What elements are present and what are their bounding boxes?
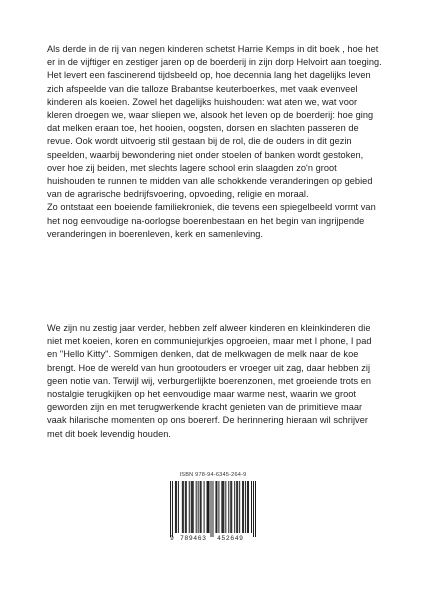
barcode-bar	[196, 481, 197, 533]
synopsis-paragraph: Als derde in de rij van negen kinderen schetst Harrie Kemps in dit boek , hoe het er in de vijftiger en zestiger jaren op de boerderij in zijn dorp Helvoirt aan toeging. Het levert een fascinerend tijdsbeeld op, hoe decennia lang het dagelijks leven zich afspeelde van die talloze Brabantse keuterboerkes, met vaak evenveel kinderen als koeien. Zowel het dagelijks huishouden: wat aten we, wat voor kleren droegen we, waar sliepen we, alsook het leven op de boerderij: hoe ging dat melken eraan toe, het hooien, oogsten, dorsen en slachten passeren de revue. Ook wordt uitvoerig stil gestaan bij de rol, die de ouders in dit gezin speelden, waarbij bewondering niet onder stoelen of banken wordt gestoken, over hoe zij beiden, met slechts lagere school erin slaagden zo'n groot huishouden te runnen te midden van alle schokkende veranderingen op gebied van de agrarische bedrijfsvoering, opvoeding, religie en moraal.	[47, 44, 382, 200]
isbn-barcode	[170, 472, 256, 548]
barcode-bar	[198, 481, 199, 533]
barcode-right-digits: 452649	[217, 535, 244, 542]
barcode-bar	[239, 481, 240, 533]
barcode-left-digits: 789463	[180, 535, 207, 542]
synopsis-paragraph-conclusion: Zo ontstaat een boeiende familiekroniek, die tevens een spiegelbeeld vormt van het nog eenvoudige na-oorlogse boerenbestaan en het begin van ingrijpende veranderingen in boerenleven, kerk en samenleving.	[47, 202, 376, 239]
reflection-block	[47, 322, 383, 441]
barcode-bar	[218, 481, 219, 533]
barcode-bar	[176, 481, 177, 533]
isbn-label: ISBN 978-94-6345-264-9	[179, 472, 247, 478]
barcode-bar	[253, 481, 254, 537]
barcode-bar	[213, 481, 214, 537]
barcode-bar	[208, 481, 209, 533]
barcode-bar	[201, 481, 202, 533]
barcode-bar	[237, 481, 238, 533]
barcode-bar	[230, 481, 231, 533]
barcode-bar	[186, 481, 187, 533]
barcode-bars	[170, 481, 256, 537]
reflection-paragraph: We zijn nu zestig jaar verder, hebben zelf alweer kinderen en kleinkinderen die niet met koeien, koren en communiejurkjes opgroeien, maar met I phone, I pad en "Hello Kitty". Sommigen denken, dat de melkwagen de melk naar de koe brengt. Hoe de wereld van hun grootouders er vroeger uit zag, daar hebben zij geen notie van. Terwijl wij, verburgerlijkte boerenzonen, met groeiende trots en nostalgie terugkijken op het eenvoudige maar warme nest, waarin we groot geworden zijn en met terugwerkende kracht genieten van de primitieve maar vaak hilarische momenten op ons boererf. De herinnering hieraan wil schrijver met dit boek levendig houden.	[47, 323, 372, 439]
barcode-bar	[231, 481, 232, 533]
barcode-bar	[193, 481, 194, 533]
barcode-bar	[178, 481, 179, 533]
barcode-bar	[247, 481, 248, 533]
barcode-bar	[211, 481, 212, 537]
barcode-bar	[216, 481, 217, 533]
barcode-bar	[215, 481, 216, 533]
barcode-bar	[248, 481, 249, 533]
barcode-bar	[228, 481, 229, 533]
barcode-bar	[223, 481, 224, 533]
barcode-bar	[170, 481, 171, 537]
barcode-bar	[242, 481, 243, 533]
barcode-bar	[255, 481, 256, 537]
barcode-bar	[182, 481, 183, 533]
barcode-bar	[207, 481, 208, 533]
barcode-bar	[200, 481, 201, 533]
synopsis-block	[47, 43, 383, 241]
barcode-lead-digit: 9	[170, 535, 174, 542]
barcode-bar	[209, 481, 210, 533]
barcode-bar	[204, 481, 205, 533]
barcode-bar	[189, 481, 190, 533]
barcode-bar	[191, 481, 192, 533]
barcode-bar	[245, 481, 246, 533]
barcode-bar	[185, 481, 186, 533]
barcode-digits	[170, 535, 256, 544]
barcode-bar	[221, 481, 222, 533]
barcode-bar	[192, 481, 193, 533]
barcode-bar	[236, 481, 237, 533]
barcode-bar	[172, 481, 173, 537]
barcode-bar	[222, 481, 223, 533]
barcode-bar	[234, 481, 235, 533]
barcode-bar	[243, 481, 244, 533]
barcode-bar	[175, 481, 176, 533]
barcode-bar	[225, 481, 226, 533]
barcode-bar	[183, 481, 184, 533]
barcode-bar	[251, 481, 252, 533]
